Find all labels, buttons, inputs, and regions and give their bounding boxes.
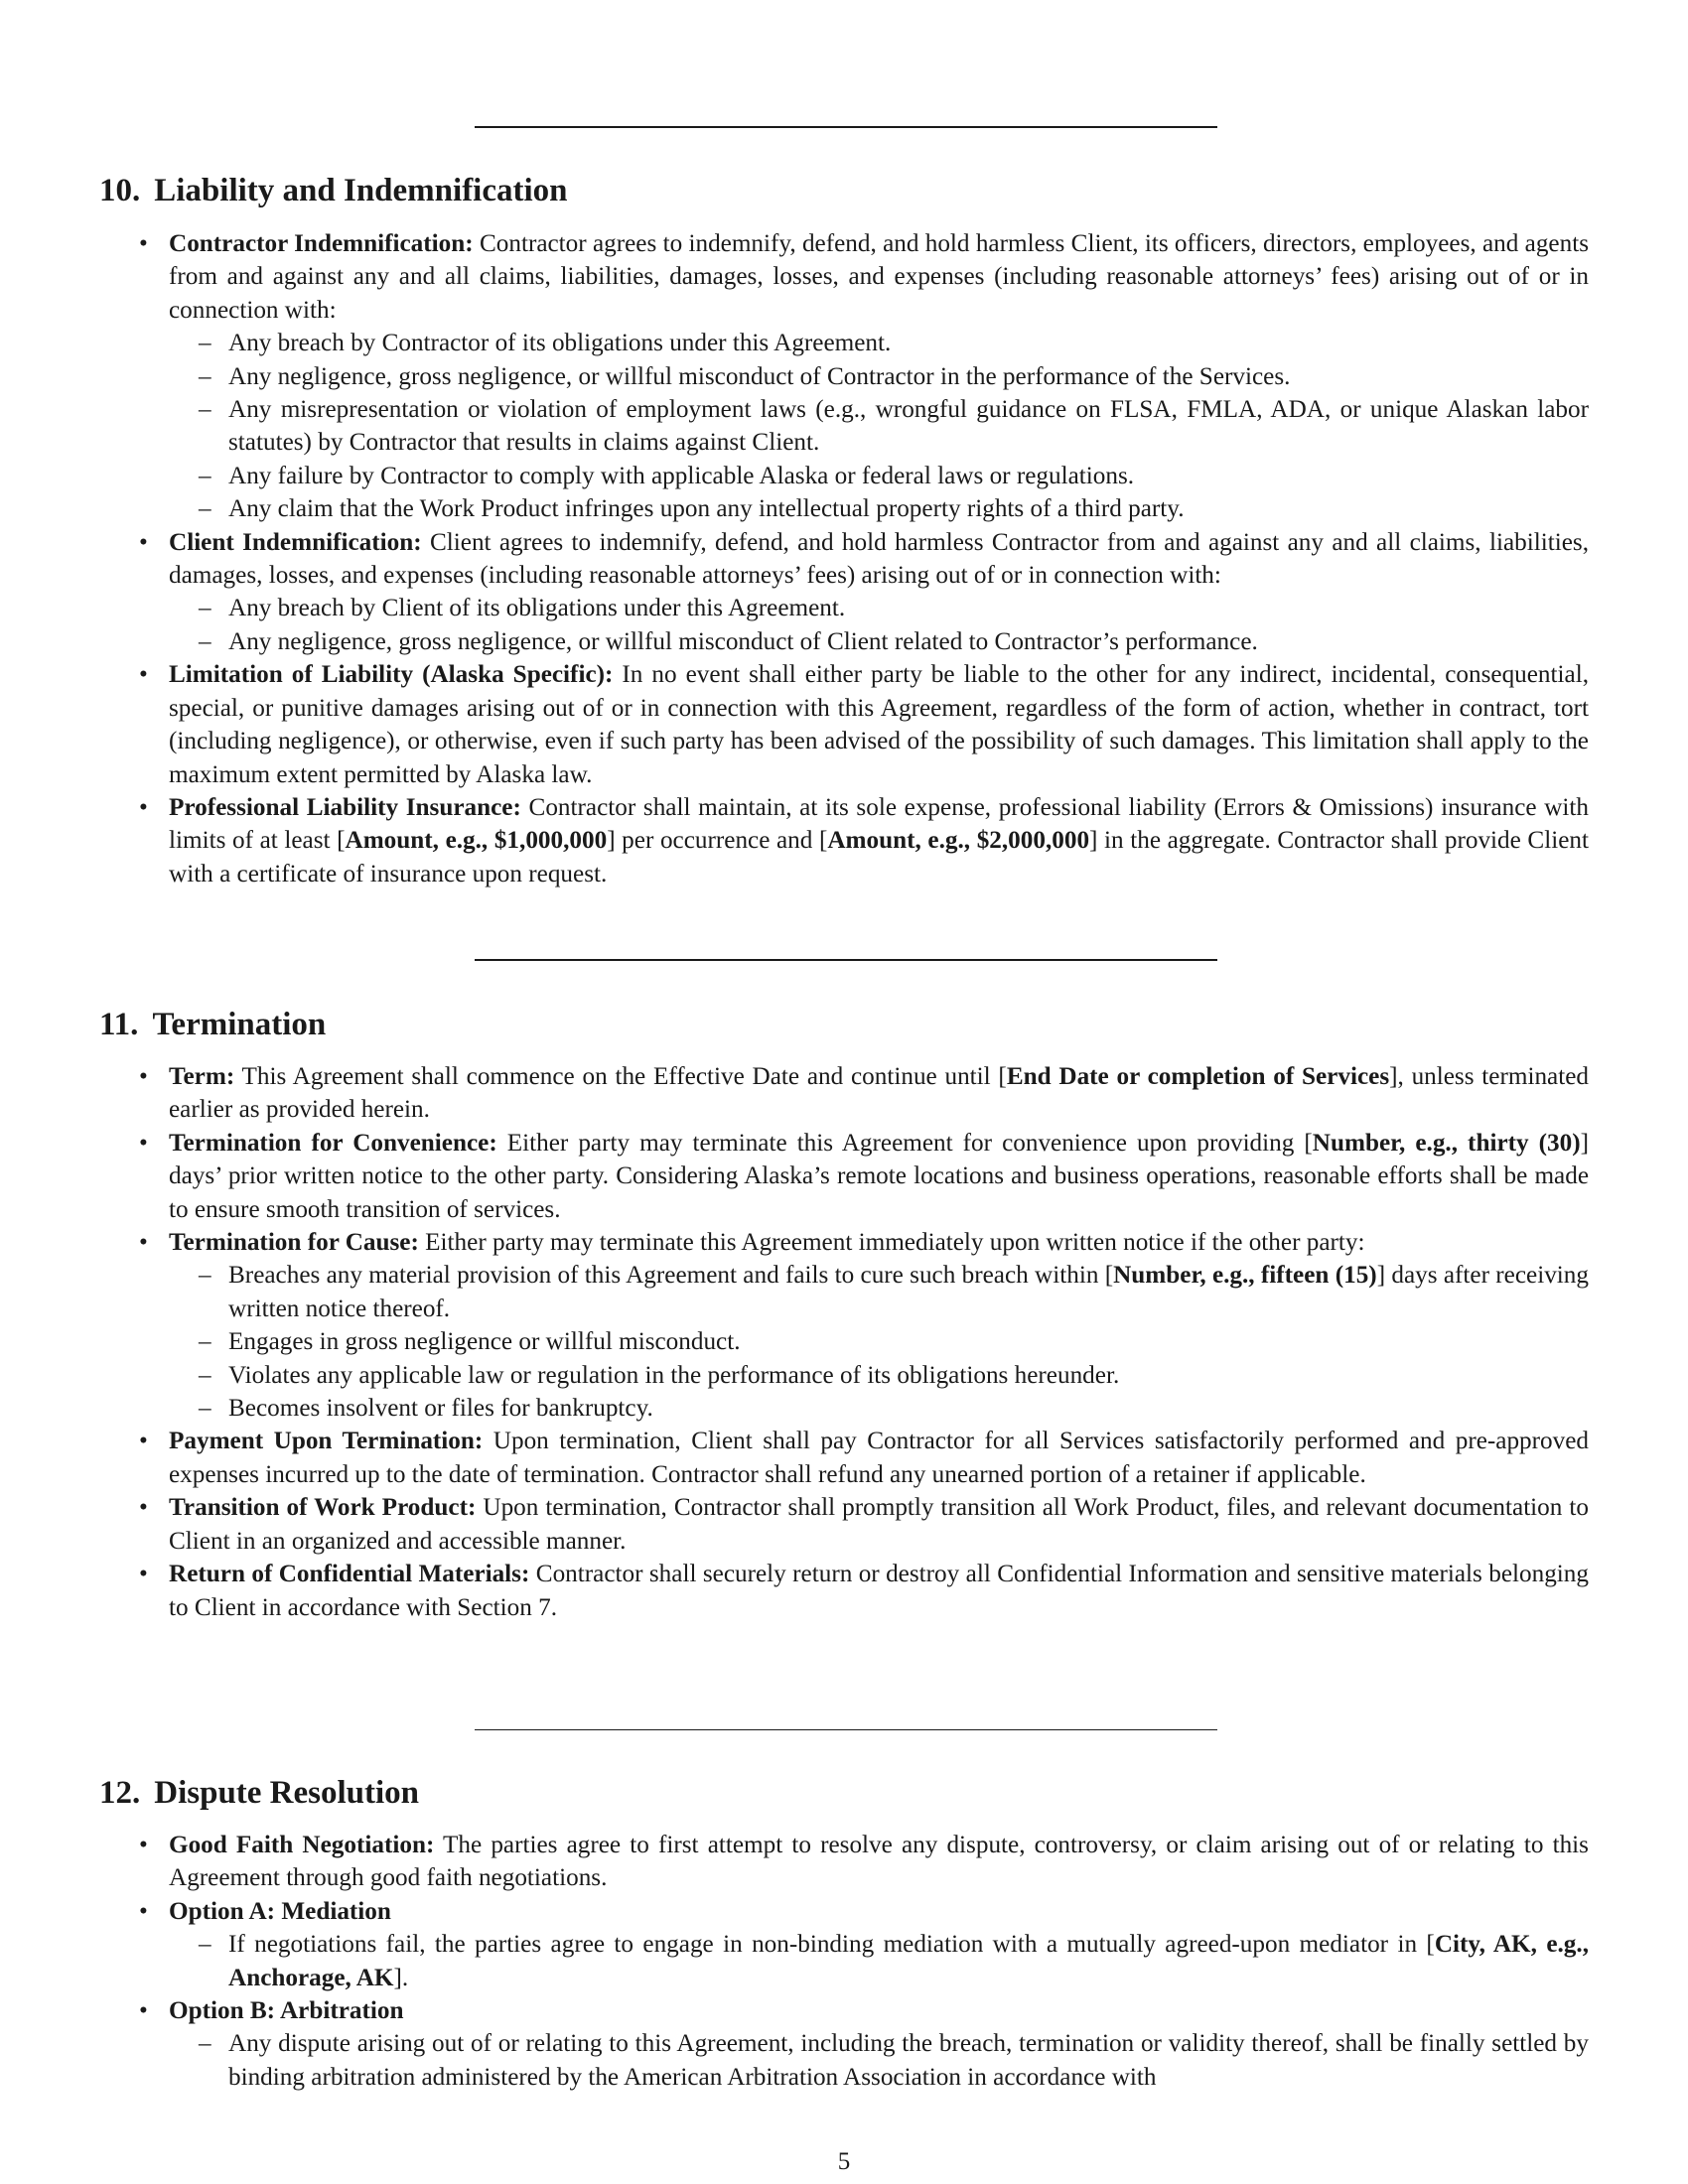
list-item: • Termination for Cause: Either party may terminate this Agreement immediately upon written notice if the other party: – Breaches any material provision of this Agreement and fails to cure such breach within [Number, e.g., fifteen (15)] days after receiving written notice thereof. – Engages in gross negligence or willful misconduct. – Violates any applicable law or regulation in the performance of its obligations hereunder. – Becomes insolvent or files for bankruptcy. [0,1226,1688,1425]
section-liability [0,227,1688,890]
sub-list-item: – Any dispute arising out of or relating to this Agreement, including the breach, termination or validity thereof, shall be finally settled by binding arbitration administered by the American Arbitration Association in accordance with [0,2027,1589,2094]
list-item: • Limitation of Liability (Alaska Specific): In no event shall either party be liable to the other for any indirect, incidental, consequential, special, or punitive damages arising out of or in connection with this Agreement, regardless of the form of action, whether in contract, tort (including negligence), or otherwise, even if such party has been advised of the possibility of such damages. This limitation shall apply to the maximum extent permitted by Alaska law. [0,658,1688,791]
sub-list-item: – Any failure by Contractor to comply with applicable Alaska or federal laws or regulations. [0,460,1589,492]
bullet-list [0,1060,1688,1624]
sub-list-item: – Any claim that the Work Product infringes upon any intellectual property rights of a third party. [0,492,1589,525]
bullet-list [0,227,1688,890]
section-heading-liability: 10. Liability and Indemnification [99,173,568,208]
sub-list-item: – Breaches any material provision of this Agreement and fails to cure such breach within [Number, e.g., fifteen (15)] days after receiving written notice thereof. [0,1259,1589,1325]
list-item: • Contractor Indemnification: Contractor agrees to indemnify, defend, and hold harmless Client, its officers, directors, employees, and agents from and against any and all claims, liabilities, damages, losses, and expenses (including reasonable attorneys’ fees) arising out of or in connection with: – Any breach by Contractor of its obligations under this Agreement. – Any negligence, gross negligence, or willful misconduct of Contractor in the performance of the Services. – Any misrepresentation or violation of employment laws (e.g., wrongful guidance on FLSA, FMLA, ADA, or unique Alaskan labor statutes) by Contractor that results in claims against Client. – Any failure by Contractor to comply with applicable Alaska or federal laws or regulations. – Any claim that the Work Product infringes upon any intellectual property rights of a third party. [0,227,1688,526]
sub-list-item: – Any breach by Contractor of its obligations under this Agreement. [0,327,1589,359]
sub-list-item: – Becomes insolvent or files for bankruptcy. [0,1392,1589,1425]
list-item: • Termination for Convenience: Either party may terminate this Agreement for convenience upon providing [Number, e.g., thirty (30)] days’ prior written notice to the other party. Considering Alaska’s remote locations and business operations, reasonable efforts shall be made to ensure smooth transition of services. [0,1127,1688,1226]
horizontal-rule [475,1729,1217,1730]
section-termination [0,1060,1688,1624]
section-dispute-resolution [0,1829,1688,2094]
sub-list [169,1259,1589,1425]
section-heading-termination: 11. Termination [99,1007,327,1042]
list-item: • Option B: Arbitration – Any dispute arising out of or relating to this Agreement, including the breach, termination or validity thereof, shall be finally settled by binding arbitration administered by the American Arbitration Association in accordance with [0,1994,1688,2094]
sub-list-item: – If negotiations fail, the parties agree to engage in non-binding mediation with a mutually agreed-upon mediator in [City, AK, e.g., Anchorage, AK]. [0,1928,1589,1994]
sub-list-item: – Violates any applicable law or regulation in the performance of its obligations hereunder. [0,1359,1589,1392]
sub-list [169,327,1589,525]
sub-list-item: – Any misrepresentation or violation of employment laws (e.g., wrongful guidance on FLSA, FMLA, ADA, or unique Alaskan labor statutes) by Contractor that results in claims against Client. [0,393,1589,460]
list-item: • Option A: Mediation – If negotiations fail, the parties agree to engage in non-binding mediation with a mutually agreed-upon mediator in [City, AK, e.g., Anchorage, AK]. [0,1895,1688,1994]
horizontal-rule [475,126,1217,128]
sub-list-item: – Any negligence, gross negligence, or willful misconduct of Contractor in the performance of the Services. [0,360,1589,393]
sub-list [169,2027,1589,2094]
sub-list [169,1928,1589,1994]
bullet-list [0,1829,1688,2094]
list-item: • Payment Upon Termination: Upon termination, Client shall pay Contractor for all Services satisfactorily performed and pre-approved expenses incurred up to the date of termination. Contractor shall refund any unearned portion of a retainer if applicable. [0,1425,1688,1491]
horizontal-rule [475,959,1217,961]
list-item: • Good Faith Negotiation: The parties agree to first attempt to resolve any dispute, controversy, or claim arising out of or relating to this Agreement through good faith negotiations. [0,1829,1688,1895]
list-item: • Term: This Agreement shall commence on the Effective Date and continue until [End Date or completion of Services], unless terminated earlier as provided herein. [0,1060,1688,1127]
sub-list-item: – Engages in gross negligence or willful misconduct. [0,1325,1589,1358]
list-item: • Return of Confidential Materials: Contractor shall securely return or destroy all Confidential Information and sensitive materials belonging to Client in accordance with Section 7. [0,1558,1688,1624]
list-item: • Transition of Work Product: Upon termination, Contractor shall promptly transition all Work Product, files, and relevant documentation to Client in an organized and accessible manner. [0,1491,1688,1558]
sub-list-item: – Any breach by Client of its obligations under this Agreement. [0,592,1589,624]
list-item: • Professional Liability Insurance: Contractor shall maintain, at its sole expense, professional liability (Errors & Omissions) insurance with limits of at least [Amount, e.g., $1,000,000] per occurrence and [Amount, e.g., $2,000,000] in the aggregate. Contractor shall provide Client with a certificate of insurance upon request. [0,791,1688,890]
sub-list-item: – Any negligence, gross negligence, or willful misconduct of Client related to Contractor’s performance. [0,625,1589,658]
sub-list [169,592,1589,658]
list-item: • Client Indemnification: Client agrees to indemnify, defend, and hold harmless Contractor from and against any and all claims, liabilities, damages, losses, and expenses (including reasonable attorneys’ fees) arising out of or in connection with: – Any breach by Client of its obligations under this Agreement. – Any negligence, gross negligence, or willful misconduct of Client related to Contractor’s performance. [0,526,1688,659]
section-heading-dispute-resolution: 12. Dispute Resolution [99,1775,420,1811]
page-number: 5 [837,2148,851,2175]
